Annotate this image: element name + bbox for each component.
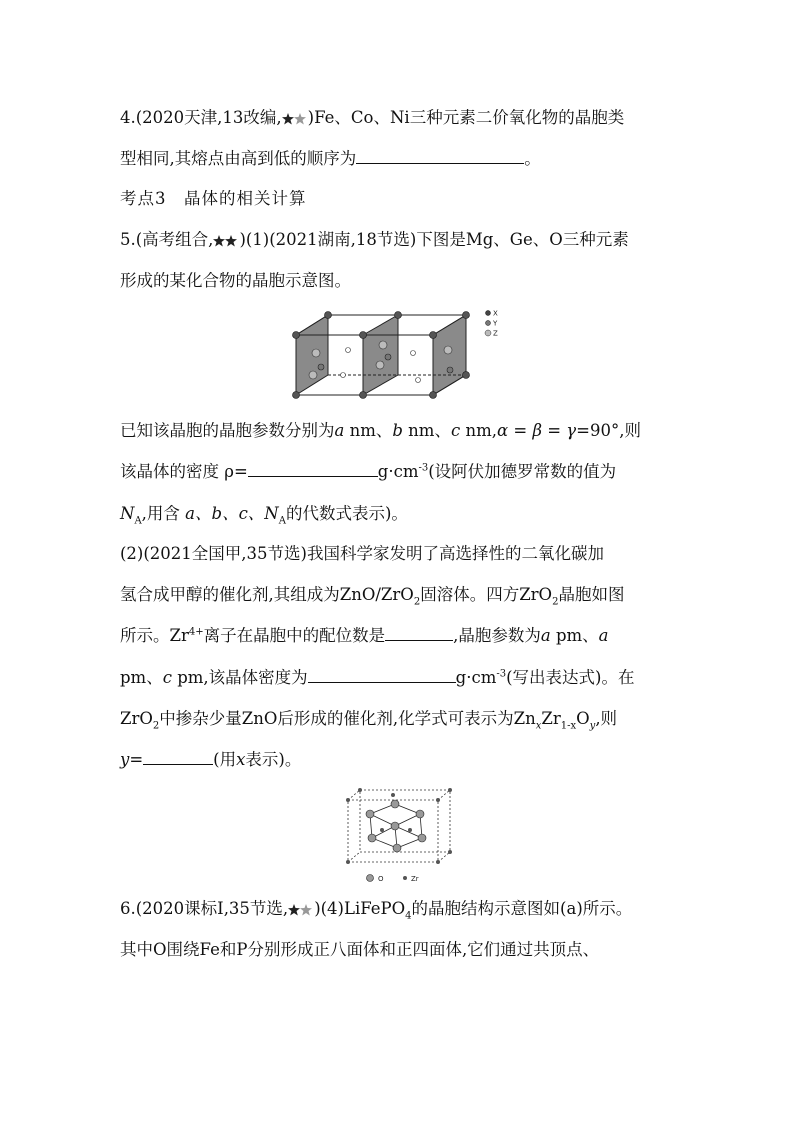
- sub: A: [134, 515, 142, 527]
- var-na: N: [120, 504, 135, 523]
- text-span: =90°,则: [576, 421, 641, 440]
- var-y: y: [120, 750, 130, 769]
- sub: 2: [152, 720, 160, 732]
- star-rating-icon: [288, 904, 314, 916]
- sub-x: x: [535, 720, 542, 732]
- atoms: [346, 788, 452, 864]
- shaded-plane-left: [296, 315, 328, 395]
- text-span: pm,该晶体密度为: [171, 668, 308, 687]
- var-c: c: [450, 421, 461, 440]
- angles: α = β = γ: [496, 421, 577, 440]
- legend-swatch-z: [485, 330, 491, 336]
- text-span: 表示)。: [245, 750, 302, 769]
- q5-line1-rest: )(1)(2021湖南,18节选)下图是Mg、Ge、O三种元素: [239, 230, 629, 249]
- text-span: 氢合成甲醇的催化剂,其组成为ZnO/ZrO: [120, 585, 414, 604]
- q5-line1: [120, 229, 704, 251]
- text-span: ,则: [595, 709, 618, 728]
- vars: a、b、c、N: [185, 504, 279, 523]
- sub-y: y: [589, 720, 596, 732]
- q5-part2-line5: [120, 708, 704, 730]
- text-span: (设阿伏加德罗常数的值为: [428, 462, 617, 481]
- legend-label-zr: Zr: [411, 875, 419, 883]
- answer-blank[interactable]: [385, 626, 453, 641]
- legend-swatch-y: [486, 321, 491, 326]
- q5-line4: [120, 461, 704, 483]
- answer-blank[interactable]: [143, 750, 213, 765]
- figure-1-legend: [485, 310, 498, 338]
- legend-label-y: Y: [493, 319, 498, 328]
- text-span: (写出表达式)。在: [506, 668, 635, 687]
- text-span: 该晶体的密度 ρ=: [120, 462, 248, 481]
- q4-line2-suffix: 。: [524, 149, 541, 168]
- text-span: ZrO: [120, 709, 153, 728]
- var-a: a: [334, 421, 345, 440]
- text-span: )(4)LiFePO: [314, 899, 406, 918]
- sub: 1-x: [560, 720, 577, 732]
- unit: g·cm: [377, 462, 419, 481]
- legend-swatch-zr: [403, 876, 407, 880]
- text-span: nm、: [344, 421, 393, 440]
- crystal-cell-figure-2: [340, 786, 458, 886]
- text-span: 晶胞如图: [558, 585, 625, 604]
- text-span: pm、: [120, 668, 163, 687]
- answer-blank[interactable]: [308, 668, 456, 683]
- text-span: =: [129, 750, 144, 769]
- figure-2-legend: [367, 875, 419, 884]
- legend-label-o: O: [378, 875, 384, 883]
- q5-part2-line4: [120, 667, 704, 689]
- answer-blank[interactable]: [248, 462, 378, 477]
- legend-label-z: Z: [493, 329, 498, 338]
- section-heading: 考点3 晶体的相关计算: [120, 189, 307, 208]
- q4-line1: [120, 107, 704, 129]
- text-span: O: [576, 709, 590, 728]
- answer-blank[interactable]: [356, 149, 524, 164]
- sub: 4: [405, 910, 412, 922]
- text-span: nm、: [402, 421, 451, 440]
- sup: 4+: [188, 626, 204, 638]
- text-span: (用: [213, 750, 237, 769]
- q4-line2-prefix: 型相同,其熔点由高到低的顺序为: [120, 149, 357, 168]
- var-c: c: [162, 668, 172, 687]
- q5-part2-line1: (2)(2021全国甲,35节选)我国科学家发明了高选择性的二氧化碳加: [120, 544, 604, 563]
- var-a: a: [598, 626, 609, 645]
- q6-line2: 其中O围绕Fe和P分别形成正八面体和正四面体,它们通过共顶点、: [120, 940, 600, 959]
- text-span: 中掺杂少量ZnO后形成的催化剂,化学式可表示为Zn: [159, 709, 536, 728]
- var-a: a: [540, 626, 551, 645]
- q5-line3: [120, 420, 704, 442]
- legend-swatch-o: [367, 875, 374, 882]
- var-b: b: [392, 421, 403, 440]
- q5-line1-prefix: 5.(高考组合,: [120, 230, 214, 249]
- q4-prefix: 4.(2020天津,13改编,: [120, 108, 282, 127]
- text-span: 已知该晶胞的晶胞参数分别为: [120, 421, 335, 440]
- text-span: 固溶体。四方ZrO: [420, 585, 553, 604]
- text-span: 6.(2020课标Ⅰ,35节选,: [120, 899, 289, 918]
- q5-part2-line3: [120, 625, 704, 647]
- q4-line1-rest: )Fe、Co、Ni三种元素二价氧化物的晶胞类: [307, 108, 625, 127]
- text-span: pm、: [550, 626, 599, 645]
- text-span: ,晶胞参数为: [453, 626, 541, 645]
- text-span: 的代数式表示)。: [285, 504, 408, 523]
- crystal-cell-figure-1: [288, 305, 508, 405]
- shaded-plane-middle: [363, 315, 398, 395]
- var-x: x: [236, 750, 246, 769]
- text-span: nm,: [460, 421, 497, 440]
- text-span: 所示。Zr: [120, 626, 189, 645]
- unit-sup: -3: [418, 462, 429, 474]
- q6-line1: [120, 898, 704, 920]
- text-span: 离子在晶胞中的配位数是: [203, 626, 386, 645]
- sub: 2: [413, 596, 421, 608]
- unit-sup: -3: [496, 668, 507, 680]
- text-span: ,用含: [141, 504, 186, 523]
- sub: A: [278, 515, 286, 527]
- text-span: Zr: [541, 709, 561, 728]
- q5-line2: 形成的某化合物的晶胞示意图。: [120, 271, 351, 290]
- legend-swatch-x: [486, 311, 491, 316]
- shaded-plane-right: [433, 315, 466, 395]
- q5-line5: [120, 503, 704, 525]
- sub: 2: [552, 596, 559, 608]
- unit: g·cm: [455, 668, 497, 687]
- star-rating-icon: [282, 113, 308, 125]
- star-rating-icon: [213, 235, 239, 247]
- q4-line2: [120, 148, 704, 170]
- text-span: 的晶胞结构示意图如(a)所示。: [411, 899, 633, 918]
- q5-part2-line2: [120, 584, 704, 606]
- q5-part2-line6: [120, 749, 704, 771]
- legend-label-x: X: [493, 309, 498, 318]
